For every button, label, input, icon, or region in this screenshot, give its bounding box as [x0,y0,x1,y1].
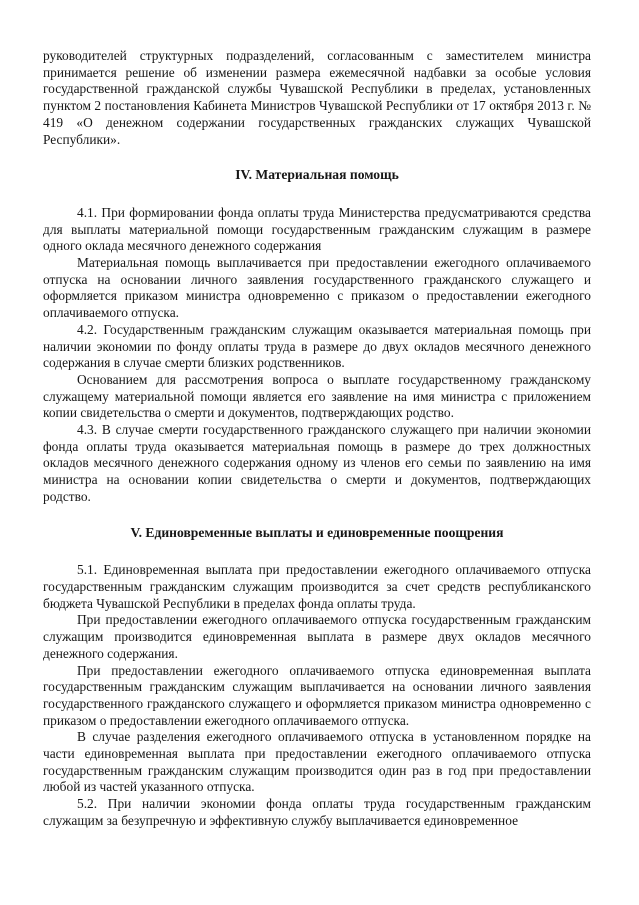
paragraph-4-1: 4.1. При формировании фонда оплаты труда Министерства предусматриваются средства для выплаты материальной помощи государственным гражданским служащим в размере одного оклада месячного денежного содержания [43,204,591,254]
paragraph-5-1-b: При предоставлении ежегодного оплачиваемого отпуска государственным гражданским служащим производится единовременная выплата в размере двух окладов месячного денежного содержания. [43,612,591,661]
paragraph-5-2: 5.2. При наличии экономии фонда оплаты труда государственным гражданским служащим за безупречную и эффективную службу выплачивается единовременное [43,796,591,828]
section-5-heading: V. Единовременные выплаты и единовременные поощрения [130,524,504,540]
paragraph-5-1: 5.1. Единовременная выплата при предоставлении ежегодного оплачиваемого отпуска государственным гражданским служащим производится за счет средств республиканского бюджета Чувашской Республики в пределах фонда оплаты труда. [43,562,591,611]
intro-paragraph: руководителей структурных подразделений, согласованным с заместителем министра принимается решение об изменении размера ежемесячной надбавки за особые условия государственной гражданской службы Чувашской Республики в пределах, установленных пунктом 2 постановления Кабинета Министров Чувашской Республики от 17 октября 2013 г. № 419 «О денежном содержании государственных гражданских служащих Чувашской Республики». [43,48,591,147]
section-4-heading: IV. Материальная помощь [235,167,399,183]
document-page [43,48,591,830]
paragraph-4-3: 4.3. В случае смерти государственного гражданского служащего при наличии экономии фонда оплаты труда оказывается материальная помощь в размере до трех должностных окладов месячного денежного содержания одному из членов его семьи по заявлению на имя министра на основании копии свидетельства о смерти и документов, подтверждающих родство. [43,422,591,504]
paragraph-4-2-b: Основанием для рассмотрения вопроса о выплате государственному гражданскому служащему материальной помощи является его заявление на имя министра с приложением копии свидетельства о смерти и документов, подтверждающих родство. [43,371,591,421]
paragraph-4-2: 4.2. Государственным гражданским служащим оказывается материальная помощь при наличии экономии по фонду оплаты труда в размере до двух окладов месячного денежного содержания в случае смерти близких родственников. [43,321,591,371]
paragraph-4-1-b: Материальная помощь выплачивается при предоставлении ежегодного оплачиваемого отпуска на основании личного заявления государственного гражданского служащего и оформляется приказом министра одновременно с приказом о предоставлении ежегодного оплачиваемого отпуска. [43,255,591,321]
paragraph-5-1-d: В случае разделения ежегодного оплачиваемого отпуска в установленном порядке на части единовременная выплата при предоставлении ежегодного оплачиваемого отпуска государственным гражданским служащим производится один раз в год при предоставлении любой из частей указанного отпуска. [43,729,591,795]
paragraph-5-1-c: При предоставлении ежегодного оплачиваемого отпуска единовременная выплата государственным гражданским служащим выплачивается на основании личного заявления государственного гражданского служащего и оформляется приказом министра одновременно с приказом о предоставлении ежегодного оплачиваемого отпуска. [43,662,591,728]
